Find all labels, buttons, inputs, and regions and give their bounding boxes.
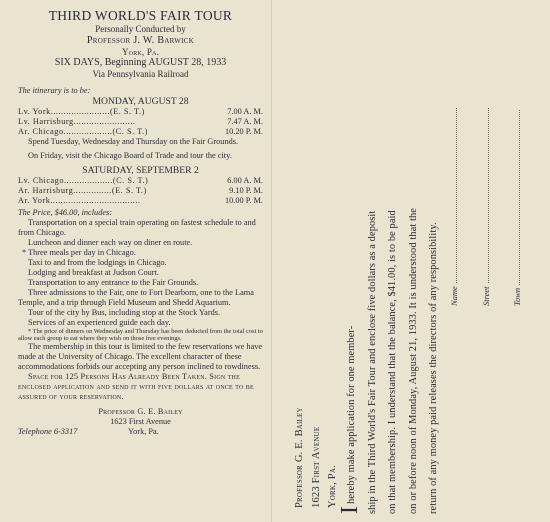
application-text [337,208,445,514]
price-item: Transportation on a special train operating on fastest schedule to and from Chicago. [18,217,256,237]
application-line-3: on that membership. I understand that the balance, $41.00, is to be paid [387,210,398,514]
tour-title: THIRD WORLD'S FAIR TOUR [48,8,233,23]
street-field[interactable] [481,108,491,306]
day2-label: SATURDAY, SEPTEMBER 2 [82,164,199,176]
schedule-time: 10.20 P. M. [224,126,263,136]
day1-label: MONDAY, AUGUST 28 [92,95,189,107]
header-city: York, Pa. [121,46,160,57]
price-heading: The Price, $46.00, includes: [18,207,113,217]
schedule-row [18,186,263,196]
price-item: Services of an experienced guide each day. [28,317,171,327]
price-item: Three admissions to the Fair, one to Fort Dearborn, one to the Lama Temple, and a trip through Field Museum and Shedd Aquarium. [18,287,254,307]
town-field[interactable] [512,110,522,306]
price-item: Tour of the city by Bus, including stop at the Stock Yards. [28,307,221,317]
schedule-row [18,176,263,186]
professor-name: Professor J. W. Barwick [86,34,195,46]
name-field[interactable] [449,108,459,306]
schedule-stop: Lv. Harrisburg........................ [18,116,136,126]
tour-days: SIX DAYS, Beginning AUGUST 28, 1933 [54,57,227,68]
application-line-1: Ihereby make application for one member- [337,325,363,514]
telephone: Telephone 6-3317 [18,427,78,437]
conducted-by: Personally Conducted by [95,24,186,34]
schedule-time: 7.47 A. M. [227,116,263,126]
street-label: Street [481,286,491,306]
schedule-stop: Ar. Chicago...................(C. S. T.) [18,126,148,136]
membership-note: The membership in this tour is limited to the few reservations we have made at the University of Chicago. The excellent character of these accommodations forbids our accepting any person inclined to rowdiness. [18,342,263,372]
price-item: * Three meals per day in Chicago. [22,247,136,257]
town-line[interactable] [512,110,520,285]
price-item: Taxi to and from the lodgings in Chicago. [28,257,167,267]
address-line-2: 1623 First Avenue [310,426,322,508]
schedule-stop: Ar. Harrisburg...............(E. S. T.) [18,185,147,195]
schedule-stop: Lv. York.......................(E. S. T.) [18,106,145,116]
itinerary-note: On Friday, visit the Chicago Board of Trade and tour the city. [28,150,232,160]
itinerary-note: Spend Tuesday, Wednesday and Thursday on the Fair Grounds. [28,136,239,146]
street-line[interactable] [481,108,489,283]
schedule-time: 9.10 P. M. [229,185,263,195]
schedule-time: 10.00 P. M. [224,195,263,205]
address-line-1: Professor G. E. Bailey [294,407,305,508]
schedule-time: 7.00 A. M. [227,106,263,116]
schedule-row [18,196,263,206]
signature-street: 1623 First Avenue [110,417,171,427]
name-label: Name [449,286,459,306]
schedule-time: 6.00 A. M. [227,175,263,185]
address-line-3: York, Pa. [327,465,338,508]
name-line[interactable] [449,108,457,283]
application-line-4: on or before noon of Monday, August 21, 1933. It is understood that the [407,208,419,514]
price-item: Lodging and breakfast at Judson Court. [28,267,159,277]
signature-city: York, Pa. [128,427,159,437]
fold-line [271,0,272,522]
schedule-stop: Lv. Chicago...................(C. S. T.) [18,175,149,185]
price-footnote: * The price of dinners on Wednesday and Thursday has been deducted from the total cost to allow each group to eat where they wish on those free evenings. [18,327,263,342]
itinerary-heading: The itinerary is to be: [18,85,91,95]
schedule-row [18,127,263,137]
price-item: Luncheon and dinner each way on diner en route. [28,237,193,247]
schedule-row [18,117,263,127]
signature-name: Professor G. E. Bailey [98,407,183,417]
signature-row [18,427,263,437]
mailing-address [292,407,342,508]
price-item: Transportation to any entrance to the Fair Grounds. [28,277,199,287]
itinerary-column [18,8,263,437]
railroad: Via Pennsylvania Railroad [92,69,189,79]
application-line-2: ship in the Third World's Fair Tour and enclose five dollars as a deposit [366,210,378,514]
schedule-stop: Ar. York................................... [18,195,141,205]
application-line-5: return of any money paid releases the directors of any responsibility. [428,222,439,514]
town-label: Town [512,287,522,306]
space-note: Space for 125 Persons Has Already Been Taken. Sign the enclosed application and send it with five dollars at once to be assured of your reservation. [18,372,254,402]
schedule-row [18,107,263,117]
drop-cap: I [337,505,363,514]
